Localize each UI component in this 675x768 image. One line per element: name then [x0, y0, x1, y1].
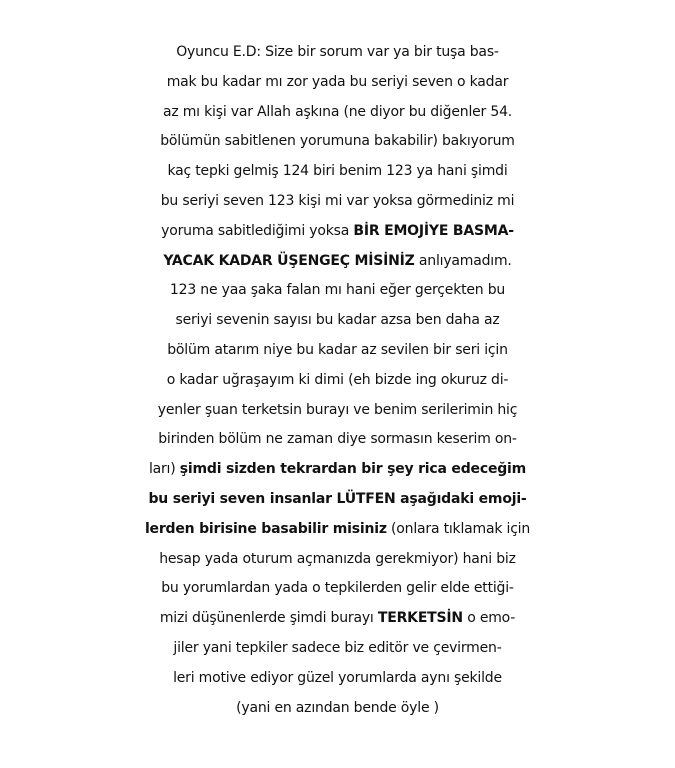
text-line [0, 98, 675, 128]
text-segment: (onlara tıklamak için [386, 520, 531, 537]
text-line [0, 545, 675, 575]
text-line [0, 485, 675, 515]
text-line [0, 515, 675, 545]
bold-text-segment: şimdi sizden tekrardan bir şey rica edeceğim [179, 461, 527, 478]
text-segment: o emo- [462, 610, 516, 627]
text-line [0, 425, 675, 455]
text-line [0, 694, 675, 724]
text-segment: o kadar uğraşayım ki dimi (eh bizde ing okuruz di- [166, 371, 509, 388]
text-line [0, 336, 675, 366]
text-segment: ları) [148, 461, 180, 478]
text-segment: bölümün sabitlenen yorumuna bakabilir) bakıyorum [160, 133, 515, 150]
text-segment: Oyuncu E.D: Size bir sorum var ya bir tuşa bas- [176, 44, 499, 60]
text-line [0, 157, 675, 187]
text-segment: az mı kişi var Allah aşkına (ne diyor bu diğenler 54. [162, 103, 513, 120]
text-segment: mak bu kadar mı zor yada bu seriyi seven o kadar [166, 73, 509, 90]
text-line [0, 187, 675, 217]
text-line [0, 604, 675, 634]
message-text-block [0, 38, 675, 723]
bold-text-segment: TERKETSİN [377, 610, 463, 627]
text-segment: yoruma sabitlediğimi yoksa [161, 222, 354, 239]
text-line [0, 664, 675, 694]
text-segment: hesap yada oturum açmanızda gerekmiyor) hani biz [159, 550, 516, 567]
text-segment: bu seriyi seven 123 kişi mi var yoksa görmediniz mi [160, 192, 515, 209]
text-segment: birinden bölüm ne zaman diye sormasın keserim on- [158, 431, 517, 448]
text-segment: mizi düşünenlerde şimdi burayı [159, 610, 378, 627]
text-line [0, 38, 675, 68]
text-segment: leri motive ediyor güzel yorumlarda aynı şekilde [173, 669, 502, 686]
text-line [0, 68, 675, 98]
text-line [0, 396, 675, 426]
text-line [0, 455, 675, 485]
text-line [0, 306, 675, 336]
text-line [0, 276, 675, 306]
text-line [0, 574, 675, 604]
text-segment: bölüm atarım niye bu kadar az sevilen bir seri için [167, 341, 508, 358]
bold-text-segment: BİR EMOJİYE BASMA- [353, 222, 514, 239]
text-line [0, 127, 675, 157]
text-segment: 123 ne yaa şaka falan mı hani eğer gerçekten bu [169, 282, 506, 299]
text-segment: yenler şuan terketsin burayı ve benim serilerimin hiç [157, 401, 518, 418]
text-line [0, 366, 675, 396]
text-segment: anlıyamadım. [414, 252, 512, 269]
text-segment: seriyi sevenin sayısı bu kadar azsa ben daha az [175, 312, 500, 329]
text-line [0, 217, 675, 247]
text-segment: jiler yani tepkiler sadece biz editör ve çevirmen- [173, 639, 502, 656]
text-line [0, 247, 675, 277]
text-segment: kaç tepki gelmiş 124 biri benim 123 ya hani şimdi [167, 163, 508, 180]
bold-text-segment: lerden birisine basabilir misiniz [144, 520, 387, 537]
bold-text-segment: bu seriyi seven insanlar LÜTFEN aşağıdaki emoji- [148, 490, 527, 507]
text-segment: (yani en azından bende öyle ) [236, 699, 439, 716]
text-line [0, 634, 675, 664]
text-segment: bu yorumlardan yada o tepkilerden gelir elde ettiği- [161, 580, 514, 597]
bold-text-segment: YACAK KADAR ÜŞENGEÇ MİSİNİZ [163, 252, 415, 269]
